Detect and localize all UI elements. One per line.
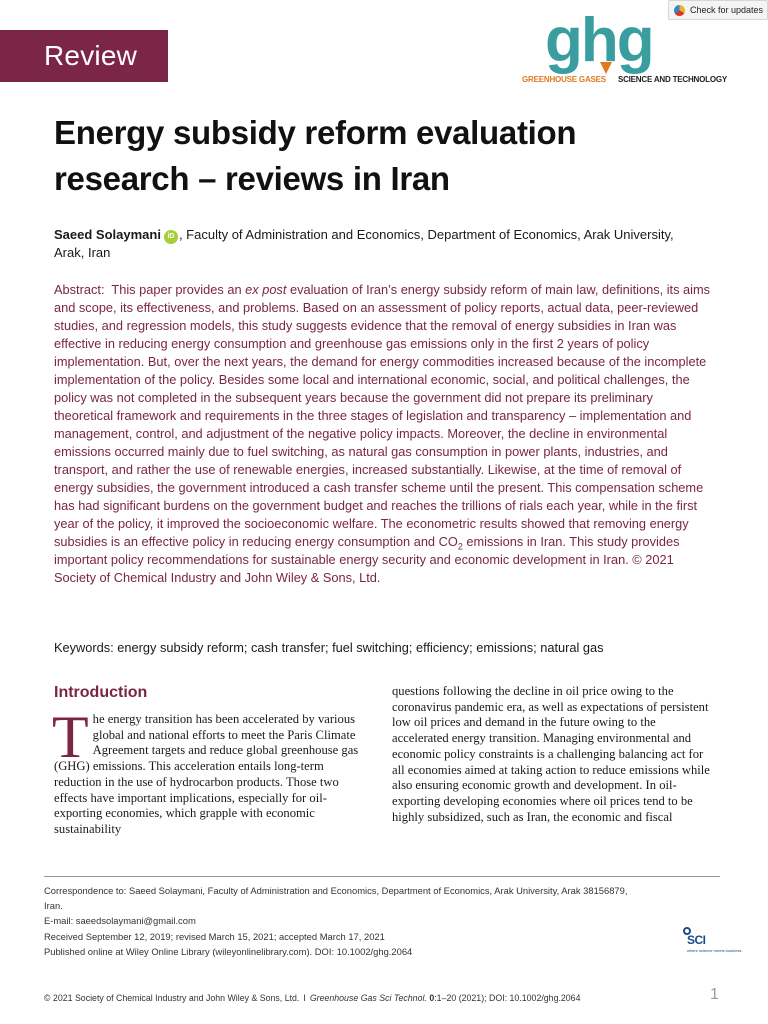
abstract-text-1: This paper provides an	[111, 282, 246, 297]
drop-cap: T	[52, 704, 89, 770]
correspondence-line: Correspondence to: Saeed Solaymani, Faculty of Administration and Economics, Department of Economics, Arak University, Arak 38156879,	[44, 885, 628, 896]
section-label: Review	[44, 40, 138, 71]
body-column-left	[52, 704, 366, 838]
footer-copyright: © 2021 Society of Chemical Industry and John Wiley & Sons, Ltd.	[44, 993, 300, 1003]
abstract-text-2: evaluation of Iran’s energy subsidy reform of main law, definitions, its aims and scope, its effectiveness, and problems. Based on an assessment of policy reports, actual data, peer-reviewed studies, and regression models, this study suggests evidence that the removal of energy subsidies in Iran was effective in reducing energy consumption and greenhouse gas emissions only in the first 2 years of policy implementation. But, over the next years, the demand for energy commodities increased because of the incomplete implementation of the policy. Besides some local and international economic, social, and political challenges, the policy was not completed in the subsequent years because the government did not prepare its preliminary theoretical framework and requirements in the three stages of legislation and transparency – implementation and management, control, and adjustment of the negative policy impacts. Moreover, the decline in environmental emissions occurred mainly due to fuel switching, as natural gas consumption in power plants, industries, and transport, and rather the use of renewable energies, increased substantially. Likewise, at the time of removal of energy subsidies, the government introduced a cash transfer scheme until the present. This compensation scheme has had significant burdens on the government budget and reaches the trillions of rials each year, while in the first year of the policy, it improved the socioeconomic welfare. The econometric results showed that removing energy subsidies is an effective policy in reducing energy consumption and CO	[54, 282, 711, 549]
section-heading-introduction: Introduction	[54, 684, 148, 701]
abstract-label: Abstract:	[54, 282, 105, 297]
article-title: Energy subsidy reform evaluation research – reviews in Iran	[54, 114, 577, 197]
abstract-italic: ex post	[245, 282, 287, 297]
page-number: 1	[710, 986, 719, 1003]
correspondence-line-2: Iran.	[44, 900, 63, 912]
tagline-right: SCIENCE AND TECHNOLOGY	[617, 75, 728, 84]
sci-logo-text: SCI	[687, 933, 706, 947]
published-line: Published online at Wiley Online Library (wileyonlinelibrary.com). DOI: 10.1002/ghg.2064	[44, 945, 413, 957]
body-column-right: questions following the decline in oil price owing to the coronavirus pandemic era, as well as expectations of persistent low oil prices and demand in the future owing to the accelerated energy transition. Managing environmental and economic policy constraints is a challenging balancing act for all economies aimed at taking action to reduce emissions while also ensuring economic growth and development. In oil-exporting developing economies where oil prices tend to be highly subsidized, such as Iran, the economic and fiscal	[392, 684, 710, 824]
footnotes	[44, 883, 704, 959]
journal-logo-letters: ghg	[545, 6, 653, 75]
footer-separator: I	[303, 993, 306, 1003]
footnote-divider	[44, 876, 720, 877]
abstract-text-3: emissions in Iran. This study provides important policy recommendations for sustainable energy security and economic development in Iran. © 2021 Society of Chemical Industry and John Wiley & Sons, Ltd.	[54, 534, 680, 585]
abstract-subscript: 2	[457, 541, 463, 552]
tagline-left: GREENHOUSE GASES	[522, 75, 606, 84]
body-text-left: he energy transition has been accelerated by various global and national efforts to meet the Paris Climate Agreement targets and reduce global greenhouse gas (GHG) emissions. This acceleration entails long-term reduction in the use of hydrocarbon products. Those two effects have important implications, especially for oil-exporting economies, which grapple with economic sustainability	[54, 712, 359, 836]
orcid-icon[interactable]: iD	[164, 230, 178, 244]
page-footer	[44, 993, 580, 1003]
keywords: Keywords: energy subsidy reform; cash transfer; fuel switching; efficiency; emissions; natural gas	[54, 640, 604, 655]
sci-logo	[683, 925, 742, 965]
sci-logo-sub: where science meets business	[687, 948, 742, 953]
received-line: Received September 12, 2019; revised March 15, 2021; accepted March 17, 2021	[44, 930, 385, 942]
check-for-updates-label: Check for updates	[690, 5, 764, 15]
footer-volume: 0	[429, 993, 435, 1003]
author-line	[54, 226, 694, 262]
footer-citation: :1–20 (2021); DOI: 10.1002/ghg.2064	[434, 993, 581, 1003]
abstract	[54, 281, 714, 587]
down-arrow-icon	[600, 62, 612, 74]
author-affiliation: , Faculty of Administration and Economics, Department of Economics, Arak University, Arak, Iran	[54, 227, 674, 260]
journal-logo	[520, 6, 728, 90]
journal-logo-tagline	[522, 75, 727, 84]
author-name: Saeed Solaymani	[54, 227, 161, 242]
email-line: E-mail: saeedsolaymani@gmail.com	[44, 915, 196, 927]
footer-journal: Greenhouse Gas Sci Technol.	[309, 993, 427, 1003]
section-banner	[0, 30, 168, 82]
